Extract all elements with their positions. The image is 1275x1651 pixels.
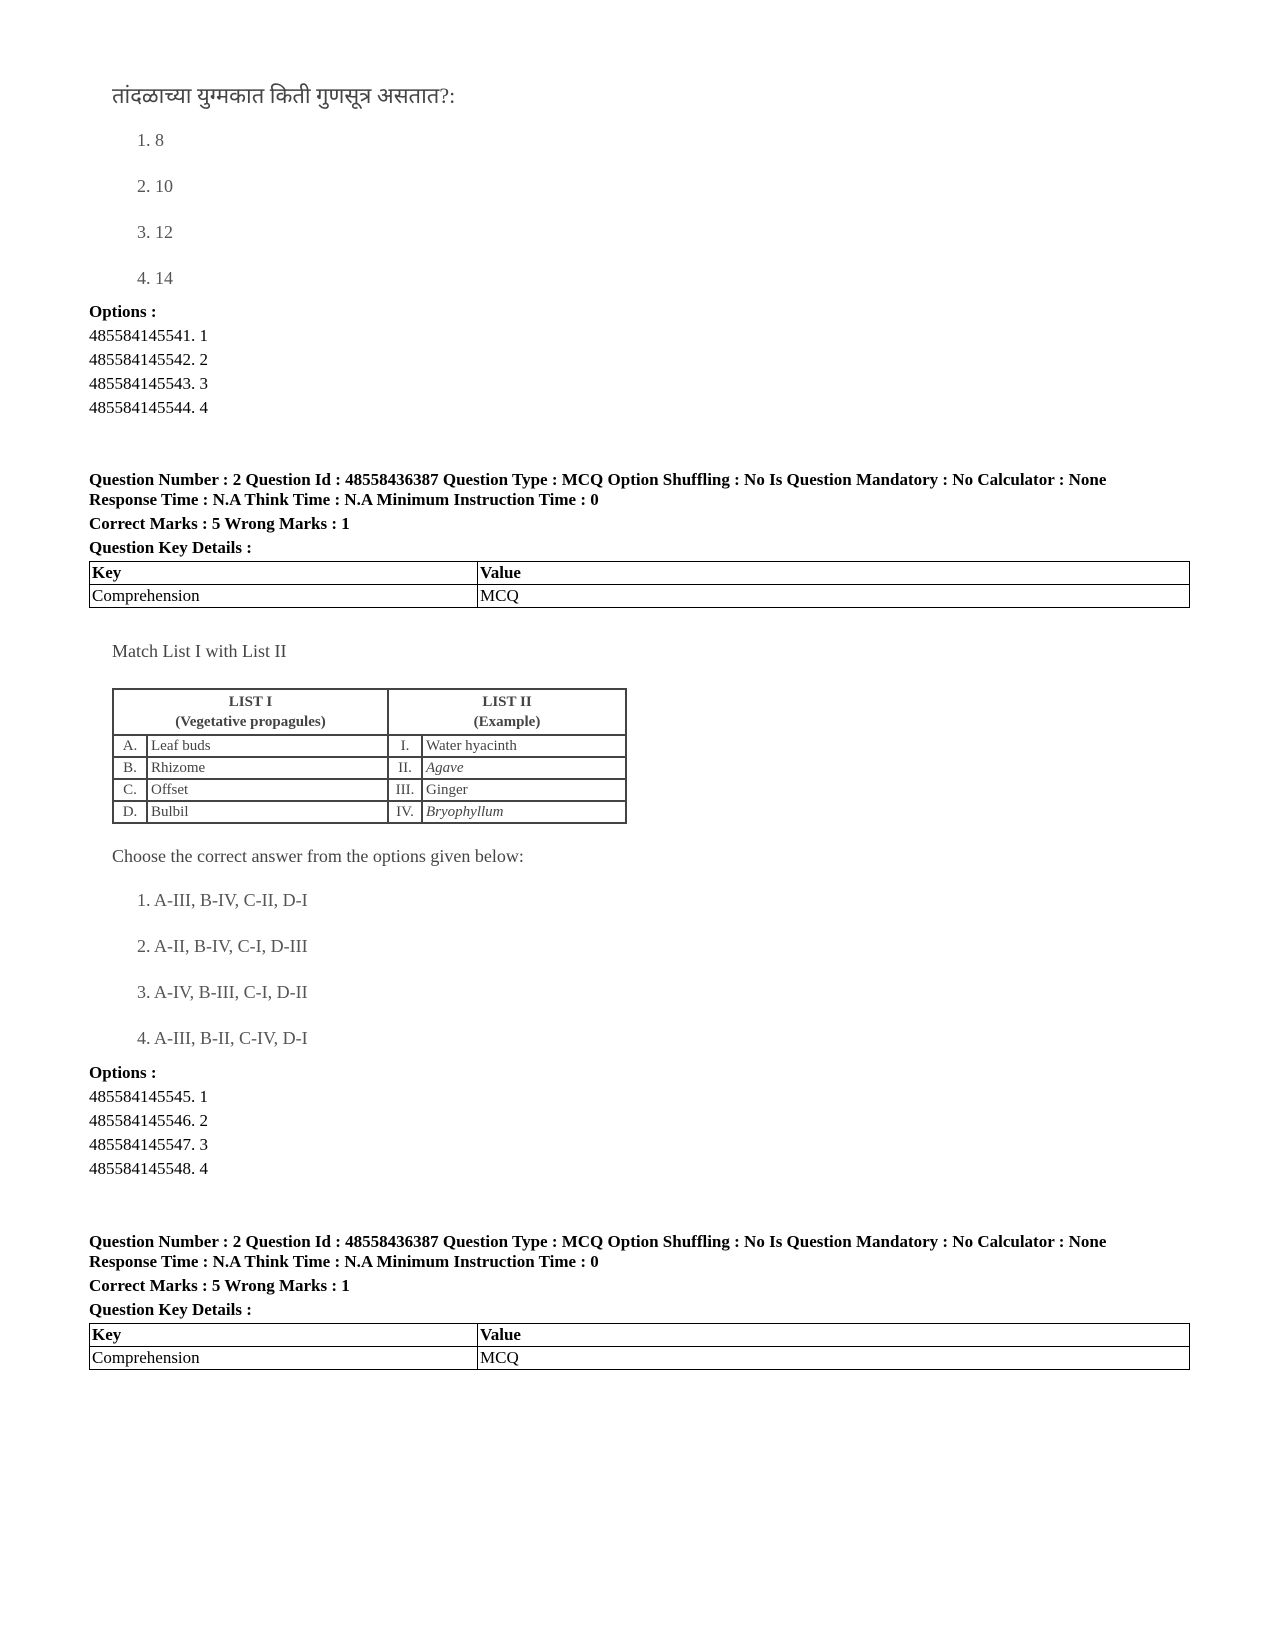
key-details-label: Question Key Details : bbox=[89, 538, 252, 557]
choice-item: 4. A-III, B-II, C-IV, D-I bbox=[137, 1028, 308, 1048]
key-details-label: Question Key Details : bbox=[89, 1300, 252, 1319]
table-header-row bbox=[90, 562, 1190, 585]
list2-example: Bryophyllum bbox=[422, 801, 626, 823]
options-label: Options : bbox=[89, 1063, 157, 1082]
option-line: 485584145541. 1 bbox=[89, 326, 208, 345]
list2-roman: II. bbox=[388, 757, 422, 779]
table-cell: MCQ bbox=[478, 585, 1190, 608]
choice-item: 1. A-III, B-IV, C-II, D-I bbox=[137, 890, 308, 910]
question-meta-line: Response Time : N.A Think Time : N.A Minimum Instruction Time : 0 bbox=[89, 490, 599, 509]
table-row bbox=[113, 735, 626, 757]
table-row bbox=[113, 757, 626, 779]
option-line: 485584145547. 3 bbox=[89, 1135, 208, 1154]
table-cell: Comprehension bbox=[90, 585, 478, 608]
choice-item: 2. A-II, B-IV, C-I, D-III bbox=[137, 936, 308, 956]
table-row bbox=[113, 801, 626, 823]
list2-title: LIST II bbox=[482, 694, 532, 710]
key-details-table bbox=[89, 1323, 1190, 1370]
choice-item: 3. 12 bbox=[137, 222, 173, 242]
table-header-cell: Key bbox=[90, 562, 478, 585]
choose-instruction: Choose the correct answer from the options given below: bbox=[112, 846, 524, 866]
table-row bbox=[90, 1347, 1190, 1370]
options-label: Options : bbox=[89, 302, 157, 321]
list1-letter: D. bbox=[113, 801, 147, 823]
list2-roman: I. bbox=[388, 735, 422, 757]
question-meta-line: Response Time : N.A Think Time : N.A Minimum Instruction Time : 0 bbox=[89, 1252, 599, 1271]
option-line: 485584145544. 4 bbox=[89, 398, 208, 417]
table-header-row bbox=[90, 1324, 1190, 1347]
match-list-table bbox=[112, 688, 627, 824]
list1-item: Offset bbox=[147, 779, 388, 801]
question-meta-line: Question Number : 2 Question Id : 48558436387 Question Type : MCQ Option Shuffling : No Is Question Mandatory : No Calculator : None bbox=[89, 1232, 1107, 1251]
table-cell: Comprehension bbox=[90, 1347, 478, 1370]
marks-line: Correct Marks : 5 Wrong Marks : 1 bbox=[89, 1276, 350, 1295]
list2-roman: IV. bbox=[388, 801, 422, 823]
option-line: 485584145548. 4 bbox=[89, 1159, 208, 1178]
option-line: 485584145543. 3 bbox=[89, 374, 208, 393]
choice-item: 3. A-IV, B-III, C-I, D-II bbox=[137, 982, 308, 1002]
list2-example: Agave bbox=[422, 757, 626, 779]
choice-item: 1. 8 bbox=[137, 130, 164, 150]
question-2-choices bbox=[137, 890, 308, 1074]
option-line: 485584145542. 2 bbox=[89, 350, 208, 369]
table-cell: MCQ bbox=[478, 1347, 1190, 1370]
list1-letter: B. bbox=[113, 757, 147, 779]
choice-item: 2. 10 bbox=[137, 176, 173, 196]
marks-line: Correct Marks : 5 Wrong Marks : 1 bbox=[89, 514, 350, 533]
choice-item: 4. 14 bbox=[137, 268, 173, 288]
key-details-table bbox=[89, 561, 1190, 608]
list1-item: Rhizome bbox=[147, 757, 388, 779]
list2-subtitle: (Example) bbox=[473, 714, 541, 730]
question-2-stem: Match List I with List II bbox=[112, 641, 287, 661]
option-line: 485584145546. 2 bbox=[89, 1111, 208, 1130]
table-row bbox=[90, 585, 1190, 608]
table-row bbox=[113, 779, 626, 801]
table-header-cell: Value bbox=[478, 562, 1190, 585]
list1-item: Leaf buds bbox=[147, 735, 388, 757]
list1-letter: A. bbox=[113, 735, 147, 757]
question-meta-line: Question Number : 2 Question Id : 48558436387 Question Type : MCQ Option Shuffling : No Is Question Mandatory : No Calculator : None bbox=[89, 470, 1107, 489]
question-1-stem: तांदळाच्या युग्मकात किती गुणसूत्र असतात?: bbox=[112, 83, 456, 108]
match-table-header bbox=[113, 689, 626, 735]
list1-subtitle: (Vegetative propagules) bbox=[175, 714, 326, 730]
list1-title: LIST I bbox=[228, 694, 273, 710]
list2-example: Ginger bbox=[422, 779, 626, 801]
list2-header bbox=[388, 689, 626, 735]
option-line: 485584145545. 1 bbox=[89, 1087, 208, 1106]
question-1-choices bbox=[137, 130, 173, 314]
list1-item: Bulbil bbox=[147, 801, 388, 823]
table-header-cell: Value bbox=[478, 1324, 1190, 1347]
list2-roman: III. bbox=[388, 779, 422, 801]
list1-letter: C. bbox=[113, 779, 147, 801]
list2-example: Water hyacinth bbox=[422, 735, 626, 757]
list1-header bbox=[113, 689, 388, 735]
table-header-cell: Key bbox=[90, 1324, 478, 1347]
